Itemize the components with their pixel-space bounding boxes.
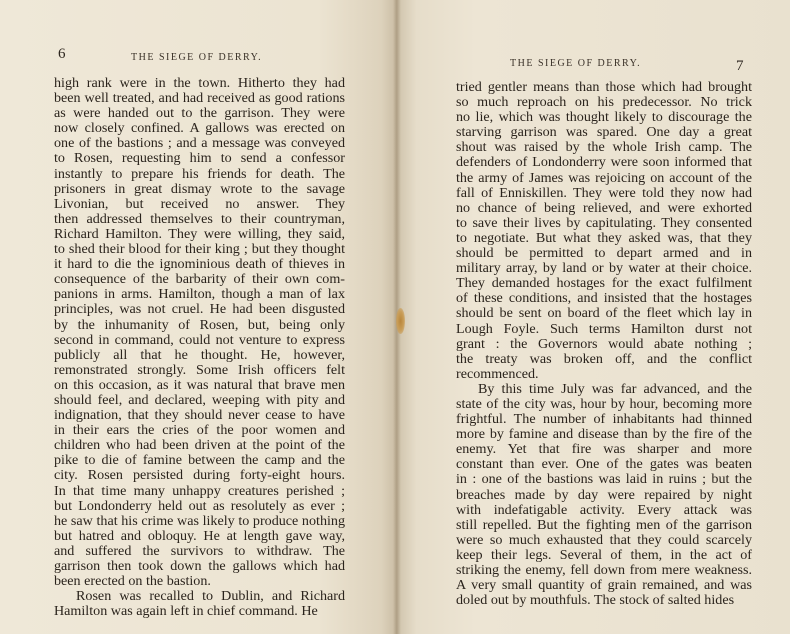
text-line: still repelled. But the fighting men of the garrison <box>456 516 752 533</box>
text-line: children who had been driven at the point of the <box>54 437 345 454</box>
text-line: city. Rosen persisted during forty-eight hours. <box>54 467 345 484</box>
text-line: the treaty was broken off, and the conflict <box>456 350 752 367</box>
running-header-left: THE SIEGE OF DERRY. <box>131 52 263 63</box>
text-line: he saw that his crime was likely to produce nothing <box>54 512 345 529</box>
text-line: of these conditions, and insisted that the hostages <box>456 290 752 307</box>
text-line: by the inhumanity of Rosen, but, being only <box>54 316 345 333</box>
text-line: By this time July was far advanced, and the <box>478 380 752 397</box>
page-number-right: 7 <box>736 58 744 74</box>
text-line: to Rosen, requesting him to send a confessor <box>54 150 345 167</box>
text-line: Hamilton was again left in chief command. He <box>54 603 318 620</box>
text-line: as were handed out to the garrison. They were <box>54 105 345 122</box>
text-line: In that time many unhappy creatures perished ; <box>54 482 345 499</box>
text-line: fall of Enniskillen. They were told they now had <box>456 184 752 201</box>
text-line: to shed their blood for their king ; but they thought <box>54 241 345 258</box>
text-line: then addressed themselves to their countryman, <box>54 210 345 227</box>
text-line: the army of James was rejoicing on account of the <box>456 169 752 186</box>
text-line: Lough Foyle. Such terms Hamilton durst not <box>456 320 752 337</box>
text-line: Rosen was recalled to Dublin, and Richard <box>76 588 345 605</box>
text-line: no lie, which was thought likely to discourage the <box>456 109 752 126</box>
text-line: second in command, could not venture to express <box>54 331 345 348</box>
text-line: now closely confined. A gallows was erected on <box>54 120 345 137</box>
text-line: so much reproach on his predecessor. No trick <box>456 94 752 111</box>
text-line: enemy. Yet that fire was sharper and more <box>456 441 752 458</box>
text-line: defenders of Londonderry were soon informed that <box>456 154 752 171</box>
text-line: recommenced. <box>456 365 539 382</box>
text-line: grant : the Governors would abate nothing ; <box>456 335 752 352</box>
text-line: consequence of the barbarity of their own com- <box>54 271 345 288</box>
text-line: been well treated, and had received as good rations <box>54 90 345 107</box>
text-line: prisoners in great dismay wrote to the savage <box>54 180 345 197</box>
text-line: panions in arms. Hamilton, though a man of lax <box>54 286 345 303</box>
text-line: keep their legs. Several of them, in the act of <box>456 546 752 563</box>
text-line: frightful. The number of inhabitants had thinned <box>456 411 752 428</box>
text-line: on this occasion, as it was natural that brave men <box>54 376 345 393</box>
text-line: should be sent on board of the fleet which lay in <box>456 305 752 322</box>
text-line: pike to die of famine between the camp and the <box>54 452 345 469</box>
text-line: tried gentler means than those which had brought <box>456 79 752 95</box>
right-page-body <box>456 80 752 608</box>
text-line: one of the bastions ; and a message was conveyed <box>54 135 345 152</box>
text-line: to negotiate. But what they asked was, that they <box>456 229 752 246</box>
text-line: indignation, that they should never cease to have <box>54 407 345 424</box>
text-line: more by famine and disease than by the fire of the <box>456 426 752 443</box>
text-line: should be permitted to depart armed and in <box>456 245 752 262</box>
right-page <box>397 0 790 634</box>
text-line: garrison then took down the gallows which had <box>54 558 345 574</box>
text-line: to save their lives by capitulating. They consented <box>456 214 752 231</box>
text-line: publicly all that he thought. He, however, <box>54 346 345 363</box>
text-line: constant than ever. One of the gates was beaten <box>456 456 752 473</box>
text-line: military array, by land or by water at their choice. <box>456 260 752 277</box>
text-line: but hatred and obloquy. He at length gave way, <box>54 527 345 544</box>
text-line: and suffered the survivors to withdraw. The <box>54 542 345 559</box>
text-line: Livonian, but received no answer. They <box>54 195 345 212</box>
text-line: no chance of being relieved, and were exhorted <box>456 199 752 216</box>
text-line: with indefatigable activity. Every attack was <box>456 501 752 518</box>
text-line: shout was raised by the whole Irish camp. The <box>456 139 752 156</box>
text-line: been erected on the bastion. <box>54 573 211 590</box>
text-line: They demanded hostages for the exact fulfilment <box>456 275 752 292</box>
page-number-left: 6 <box>58 46 66 62</box>
text-line: remonstrated strongly. Some Irish officers felt <box>54 361 345 378</box>
running-header-right: THE SIEGE OF DERRY. <box>510 58 642 69</box>
text-line: high rank were in the town. Hitherto they had <box>54 75 345 91</box>
text-line: Richard Hamilton. They were willing, they said, <box>54 225 345 242</box>
text-line: doled out by mouthfuls. The stock of salted hides <box>456 592 735 609</box>
text-line: striking the enemy, fell down from mere weakness. <box>456 562 752 578</box>
text-line: A very small quantity of grain remained, and was <box>456 577 752 594</box>
text-line: should feel, and declared, weeping with pity and <box>54 391 345 408</box>
text-line: state of the city was, hour by hour, becoming more <box>456 395 752 412</box>
paper-stain <box>396 308 405 334</box>
text-line: were so much exhausted that they could scarcely <box>456 531 752 548</box>
text-line: breaches made by day were repaired by night <box>456 486 752 503</box>
text-line: in their ears the cries of the poor women and <box>54 422 345 439</box>
text-line: it hard to die the ignominious death of thieves in <box>54 256 345 273</box>
text-line: principles, was not cruel. He had been disgusted <box>54 301 345 318</box>
text-line: starving garrison was spared. One day a great <box>456 124 752 141</box>
text-line: but Londonderry held out as resolutely as ever ; <box>54 497 345 514</box>
left-page-body <box>54 76 345 619</box>
text-line: in : one of the bastions was laid in ruins ; but the <box>456 471 752 488</box>
text-line: instantly to prepare his friends for death. The <box>54 165 345 182</box>
